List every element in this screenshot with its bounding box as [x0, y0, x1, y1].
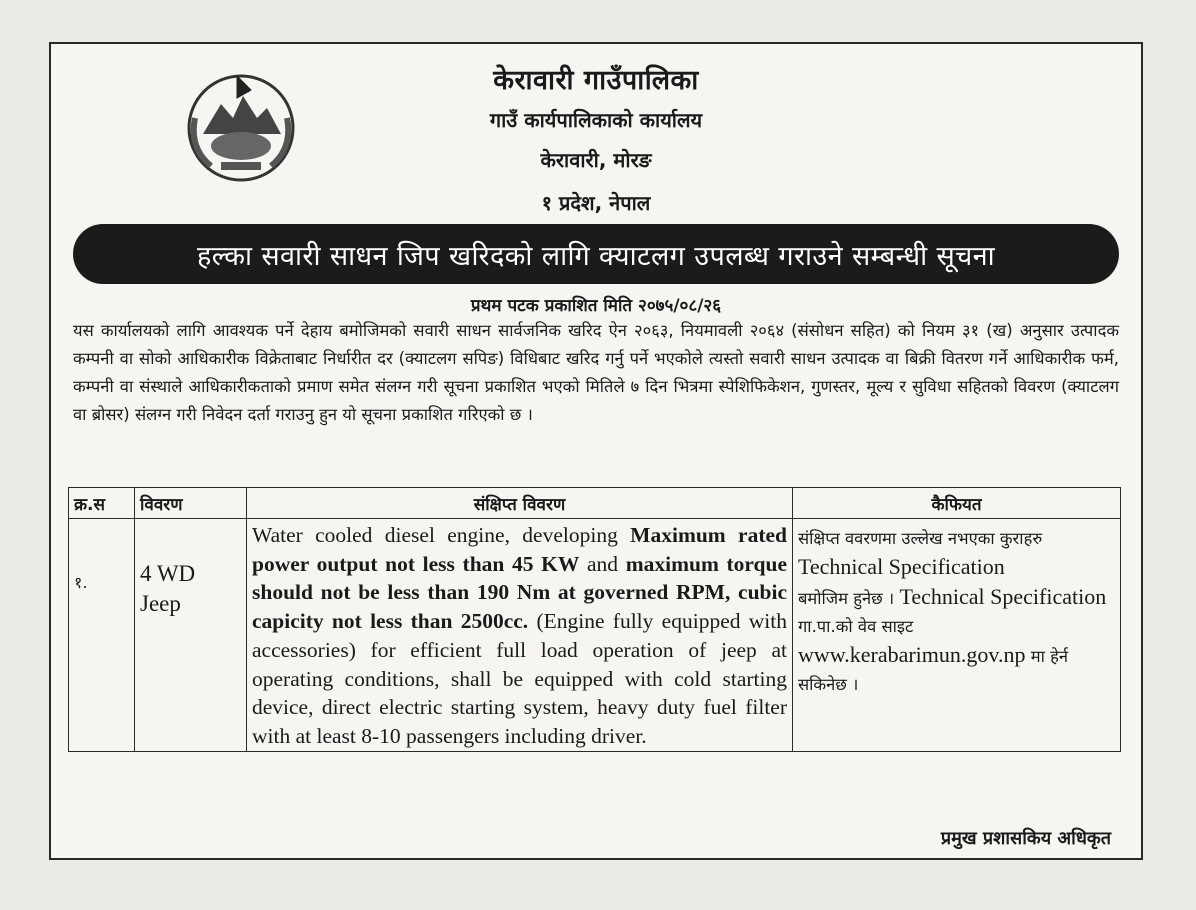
office-name: केरावारी गाउँपालिका [493, 65, 699, 96]
published-date: प्रथम पटक प्रकाशित मिति २०७५/०८/२६ [470, 296, 722, 316]
table-row [69, 519, 1121, 752]
row-description [247, 519, 793, 752]
row-item-line: Jeep [140, 591, 181, 616]
row-item-line: 4 WD [140, 561, 196, 586]
notice-paragraph: यस कार्यालयको लागि आवश्यक पर्ने देहाय बमोजिमको सवारी साधन सार्वजनिक खरिद ऐन २०६३, नियमावली २०६४ (संसोधन सहित) को नियम ३१ (ख) अनुसार उत्पादक कम्पनी वा सोको आधिकारीक विक्रेताबाट निर्धारीत दर (क्याटलग सपिङ) विधिबाट खरिद गर्नु पर्ने भएकोले त्यस्तो सवारी साधन उत्पादक वा बिक्री वितरण गर्ने आधिकारीक फर्म, कम्पनी वा संस्थाले आधिकारीकताको प्रमाण समेत संलग्न गरी सूचना प्रकाशित भएको मितिले ७ दिन भित्रमा स्पेशिफिकेशन, गुणस्तर, मूल्य र सुविधा सहितको विवरण (क्याटलग वा ब्रोसर) संलग्न गरी निवेदन दर्ता गराउनु हुन यो सूचना प्रकाशित गरिएको छ । [73, 321, 1119, 424]
row-item [135, 519, 247, 752]
table-header-row [69, 488, 1121, 519]
office-subtitle: गाउँ कार्यपालिकाको कार्यालय [489, 108, 703, 132]
desc-bold: maximum torque should not be less than 190 Nm at governed RPM, cubic capicity not less than 2500cc. [252, 551, 788, 634]
specification-table [68, 487, 1121, 752]
office-province: १ प्रदेश, नेपाल [541, 191, 651, 215]
office-location: केरावारी, मोरङ [540, 148, 652, 172]
signature-title: प्रमुख प्रशासकिय अधिकृत [940, 828, 1111, 849]
notice-banner-title: हल्का सवारी साधन जिप खरिदको लागि क्याटलग उपलब्ध गराउने सम्बन्धी सूचना [73, 224, 1119, 284]
remark-text: मा हेर्न सकिनेछ । [798, 647, 1069, 694]
remark-text: गा.पा.को वेव साइट [798, 617, 914, 636]
desc-text: (Engine fully equipped with accessories) for efficient full load operation of jeep at operating conditions, shall be equipped with cold starting device, direct electric starting system, heavy duty fuel filter with at least 8-10 passengers including driver. [252, 609, 787, 748]
remark-text: बमोजिम हुनेछ । [798, 589, 895, 608]
header-brief-description: संक्षिप्त विवरण [247, 488, 793, 519]
header-item: विवरण [135, 488, 247, 519]
notice-sheet [49, 42, 1143, 860]
remark-text: Technical Specification [899, 584, 1107, 609]
header-serial: क्र.स [69, 488, 135, 519]
remark-text: संक्षिप्त ववरणमा उल्लेख नभएका कुराहरु [798, 529, 1043, 548]
row-remarks [793, 519, 1121, 752]
remark-website: www.kerabarimun.gov.np [798, 642, 1026, 667]
desc-text: Water cooled diesel engine, developing [252, 523, 631, 547]
row-serial: १. [69, 519, 135, 752]
remark-text: Technical Specification [798, 554, 1005, 579]
desc-text: and [579, 551, 626, 576]
header-remarks: कैफियत [793, 488, 1121, 519]
desc-bold: Maximum rated power output not less than 45 KW [252, 523, 788, 576]
